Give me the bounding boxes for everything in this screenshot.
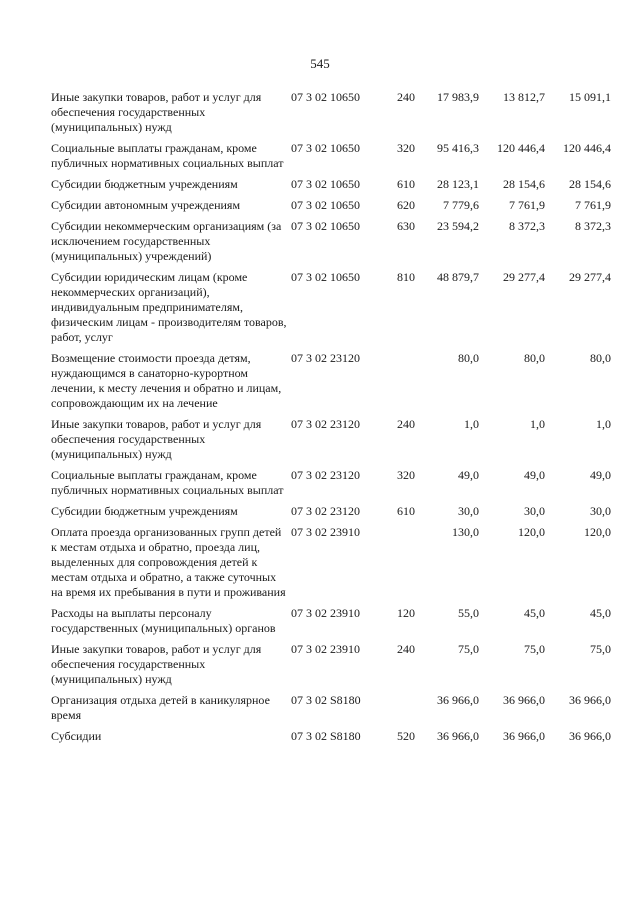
row-value-2: 13 812,7 [503, 90, 545, 104]
row-type: 520 [397, 729, 415, 743]
row-code: 07 3 02 23120 [291, 417, 360, 431]
row-type: 630 [397, 219, 415, 233]
row-value-2: 45,0 [524, 606, 545, 620]
row-name: Организация отдыха детей в каникулярное время [51, 693, 270, 722]
row-type: 810 [397, 270, 415, 284]
row-value-1: 7 779,6 [443, 198, 479, 212]
row-name: Социальные выплаты гражданам, кроме публичных нормативных социальных выплат [51, 141, 284, 170]
row-type: 610 [397, 504, 415, 518]
row-value-2: 120 446,4 [497, 141, 545, 155]
row-value-1: 55,0 [458, 606, 479, 620]
row-code: 07 3 02 10650 [291, 141, 360, 155]
row-value-2: 28 154,6 [503, 177, 545, 191]
row-value-1: 28 123,1 [437, 177, 479, 191]
row-value-1: 1,0 [464, 417, 479, 431]
row-name: Социальные выплаты гражданам, кроме публичных нормативных социальных выплат [51, 468, 284, 497]
table-row [51, 525, 611, 600]
row-value-1: 49,0 [458, 468, 479, 482]
row-name: Иные закупки товаров, работ и услуг для обеспечения государственных (муниципальных) нужд [51, 417, 262, 461]
table-row [51, 729, 611, 744]
row-type: 240 [397, 90, 415, 104]
table-row [51, 198, 611, 213]
row-value-1: 95 416,3 [437, 141, 479, 155]
row-code: 07 3 02 10650 [291, 270, 360, 284]
table-row [51, 417, 611, 462]
row-value-2: 80,0 [524, 351, 545, 365]
row-code: 07 3 02 23120 [291, 351, 360, 365]
row-value-3: 30,0 [590, 504, 611, 518]
table-row [51, 270, 611, 345]
row-value-3: 28 154,6 [569, 177, 611, 191]
row-name: Оплата проезда организованных групп детей к местам отдыха и обратно, проезда лиц, выделенных для сопровождения детей к местам отдыха и обратно, а также суточных на время их пребывания в пути и проживания [51, 525, 286, 599]
row-value-2: 29 277,4 [503, 270, 545, 284]
row-value-1: 23 594,2 [437, 219, 479, 233]
row-code: 07 3 02 10650 [291, 90, 360, 104]
table-row [51, 606, 611, 636]
row-code: 07 3 02 23120 [291, 504, 360, 518]
row-name: Возмещение стоимости проезда детям, нуждающимся в санаторно-курортном лечении, к месту лечения и обратно и лицам, сопровождающим их на лечение [51, 351, 282, 410]
row-value-3: 80,0 [590, 351, 611, 365]
row-type: 620 [397, 198, 415, 212]
row-value-1: 30,0 [458, 504, 479, 518]
row-value-1: 17 983,9 [437, 90, 479, 104]
row-value-3: 120,0 [584, 525, 611, 539]
row-value-3: 49,0 [590, 468, 611, 482]
page-number: 545 [310, 56, 330, 71]
row-value-3: 8 372,3 [575, 219, 611, 233]
table-row [51, 219, 611, 264]
row-value-1: 36 966,0 [437, 729, 479, 743]
row-value-1: 48 879,7 [437, 270, 479, 284]
row-value-2: 36 966,0 [503, 729, 545, 743]
row-value-3: 7 761,9 [575, 198, 611, 212]
row-name: Субсидии бюджетным учреждениям [51, 177, 238, 191]
row-value-3: 120 446,4 [563, 141, 611, 155]
row-type: 240 [397, 417, 415, 431]
row-code: 07 3 02 23910 [291, 525, 360, 539]
row-value-3: 75,0 [590, 642, 611, 656]
row-code: 07 3 02 23910 [291, 606, 360, 620]
row-value-3: 15 091,1 [569, 90, 611, 104]
row-value-2: 36 966,0 [503, 693, 545, 707]
row-value-1: 75,0 [458, 642, 479, 656]
row-type: 610 [397, 177, 415, 191]
row-value-2: 49,0 [524, 468, 545, 482]
row-value-2: 8 372,3 [509, 219, 545, 233]
budget-table [51, 90, 611, 750]
row-name: Субсидии юридическим лицам (кроме некоммерческих организаций), индивидуальным предпринимателям, физическим лицам - производителям товаров, работ, услуг [51, 270, 287, 344]
row-value-2: 75,0 [524, 642, 545, 656]
row-code: 07 3 02 10650 [291, 198, 360, 212]
row-code: 07 3 02 S8180 [291, 693, 361, 707]
row-code: 07 3 02 23120 [291, 468, 360, 482]
row-value-2: 7 761,9 [509, 198, 545, 212]
table-row [51, 90, 611, 135]
table-row [51, 642, 611, 687]
row-name: Субсидии автономным учреждениям [51, 198, 241, 212]
row-value-2: 120,0 [518, 525, 545, 539]
row-code: 07 3 02 S8180 [291, 729, 361, 743]
row-type: 320 [397, 141, 415, 155]
row-value-1: 130,0 [452, 525, 479, 539]
table-row [51, 468, 611, 498]
row-code: 07 3 02 10650 [291, 177, 360, 191]
table-row [51, 177, 611, 192]
table-row [51, 141, 611, 171]
row-name: Субсидии [51, 729, 102, 743]
row-value-1: 36 966,0 [437, 693, 479, 707]
row-name: Субсидии бюджетным учреждениям [51, 504, 238, 518]
row-name: Расходы на выплаты персоналу государственных (муниципальных) органов [51, 606, 276, 635]
row-value-3: 1,0 [596, 417, 611, 431]
row-name: Субсидии некоммерческим организациям (за исключением государственных (муниципальных) учреждений) [51, 219, 282, 263]
row-code: 07 3 02 10650 [291, 219, 360, 233]
row-type: 240 [397, 642, 415, 656]
table-row [51, 351, 611, 411]
row-value-3: 45,0 [590, 606, 611, 620]
row-value-2: 1,0 [530, 417, 545, 431]
row-value-3: 29 277,4 [569, 270, 611, 284]
row-type: 120 [397, 606, 415, 620]
row-code: 07 3 02 23910 [291, 642, 360, 656]
row-value-2: 30,0 [524, 504, 545, 518]
row-value-3: 36 966,0 [569, 693, 611, 707]
row-name: Иные закупки товаров, работ и услуг для обеспечения государственных (муниципальных) нужд [51, 642, 262, 686]
row-name: Иные закупки товаров, работ и услуг для обеспечения государственных (муниципальных) нужд [51, 90, 262, 134]
row-type: 320 [397, 468, 415, 482]
row-value-1: 80,0 [458, 351, 479, 365]
row-value-3: 36 966,0 [569, 729, 611, 743]
table-row [51, 693, 611, 723]
table-row [51, 504, 611, 519]
